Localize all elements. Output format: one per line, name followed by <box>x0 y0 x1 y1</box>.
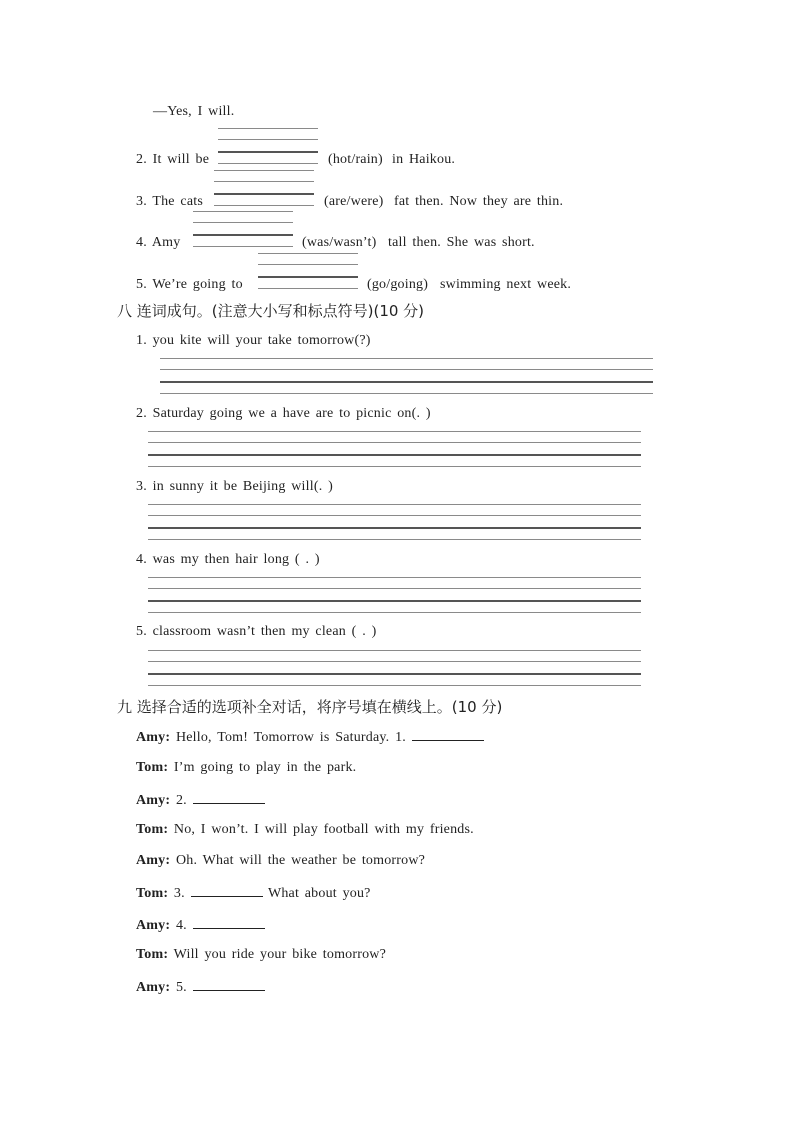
speaker: Amy: <box>136 980 171 995</box>
writing-lines-1[interactable] <box>160 358 653 398</box>
section-9-heading: 九 选择合适的选项补全对话，将序号填在横线上。(10 分) <box>117 698 503 716</box>
fill-item-2-pre: 2. It will be <box>136 152 210 167</box>
answer-blank-2[interactable] <box>193 791 265 804</box>
sentence-item-2: 2. Saturday going we a have are to picnic on(. ) <box>136 406 431 421</box>
fill-item-5-options: (go/going) <box>367 277 429 292</box>
dialog-line-2 <box>136 760 356 776</box>
dialog-line-4 <box>136 822 474 838</box>
answer-blank-4[interactable] <box>193 916 265 929</box>
speaker: Amy: <box>136 853 171 868</box>
dialog-line-3 <box>136 791 265 809</box>
fill-item-4-pre: 4. Amy <box>136 235 181 250</box>
dialog-line-5 <box>136 853 425 869</box>
dialog-line-8 <box>136 947 386 963</box>
answer-blank-3[interactable] <box>191 884 263 897</box>
dialog-text: Oh. What will the weather be tomorrow? <box>175 853 426 868</box>
sentence-item-4: 4. was my then hair long ( . ) <box>136 552 320 567</box>
answer-blank-5[interactable] <box>193 978 265 991</box>
sentence-item-1: 1. you kite will your take tomorrow(?) <box>136 333 371 348</box>
dialog-text-after: What about you? <box>262 886 371 901</box>
fill-item-3-post: fat then. Now they are thin. <box>394 194 564 209</box>
writing-lines-5[interactable] <box>148 650 641 690</box>
speaker: Amy: <box>136 730 171 745</box>
dialog-text: 4. <box>175 918 187 933</box>
speaker: Tom: <box>136 947 169 962</box>
sentence-item-5: 5. classroom wasn’t then my clean ( . ) <box>136 624 377 639</box>
writing-lines-3[interactable] <box>148 504 641 544</box>
fill-item-4-options: (was/wasn’t) <box>302 235 377 250</box>
answer-line: —Yes, I will. <box>153 104 235 119</box>
dialog-text: 5. <box>175 980 187 995</box>
speaker: Amy: <box>136 918 171 933</box>
dialog-line-9 <box>136 978 265 996</box>
speaker: Amy: <box>136 793 171 808</box>
writing-blank-4[interactable] <box>193 211 293 259</box>
section-8-heading: 八 连词成句。(注意大小写和标点符号)(10 分) <box>117 302 425 320</box>
speaker: Tom: <box>136 886 169 901</box>
speaker: Tom: <box>136 760 169 775</box>
writing-lines-2[interactable] <box>148 431 641 471</box>
dialog-line-1 <box>136 728 484 746</box>
fill-item-5-post: swimming next week. <box>440 277 572 292</box>
writing-lines-4[interactable] <box>148 577 641 617</box>
dialog-text: I’m going to play in the park. <box>173 760 357 775</box>
fill-item-3-options: (are/were) <box>324 194 384 209</box>
fill-item-3-pre: 3. The cats <box>136 194 203 209</box>
fill-item-5-pre: 5. We’re going to <box>136 277 243 292</box>
dialog-text: 3. <box>173 886 185 901</box>
dialog-line-6 <box>136 884 371 902</box>
writing-blank-5[interactable] <box>258 253 358 301</box>
dialog-text: Hello, Tom! Tomorrow is Saturday. 1. <box>175 730 406 745</box>
dialog-text: No, I won’t. I will play football with my friends. <box>173 822 474 837</box>
dialog-text: Will you ride your bike tomorrow? <box>173 947 387 962</box>
fill-item-2-options: (hot/rain) <box>328 152 383 167</box>
answer-blank-1[interactable] <box>412 728 484 741</box>
speaker: Tom: <box>136 822 169 837</box>
fill-item-4-post: tall then. She was short. <box>388 235 535 250</box>
fill-item-2-post: in Haikou. <box>392 152 456 167</box>
dialog-line-7 <box>136 916 265 934</box>
sentence-item-3: 3. in sunny it be Beijing will(. ) <box>136 479 333 494</box>
dialog-text: 2. <box>175 793 187 808</box>
writing-blank-2[interactable] <box>218 128 318 176</box>
